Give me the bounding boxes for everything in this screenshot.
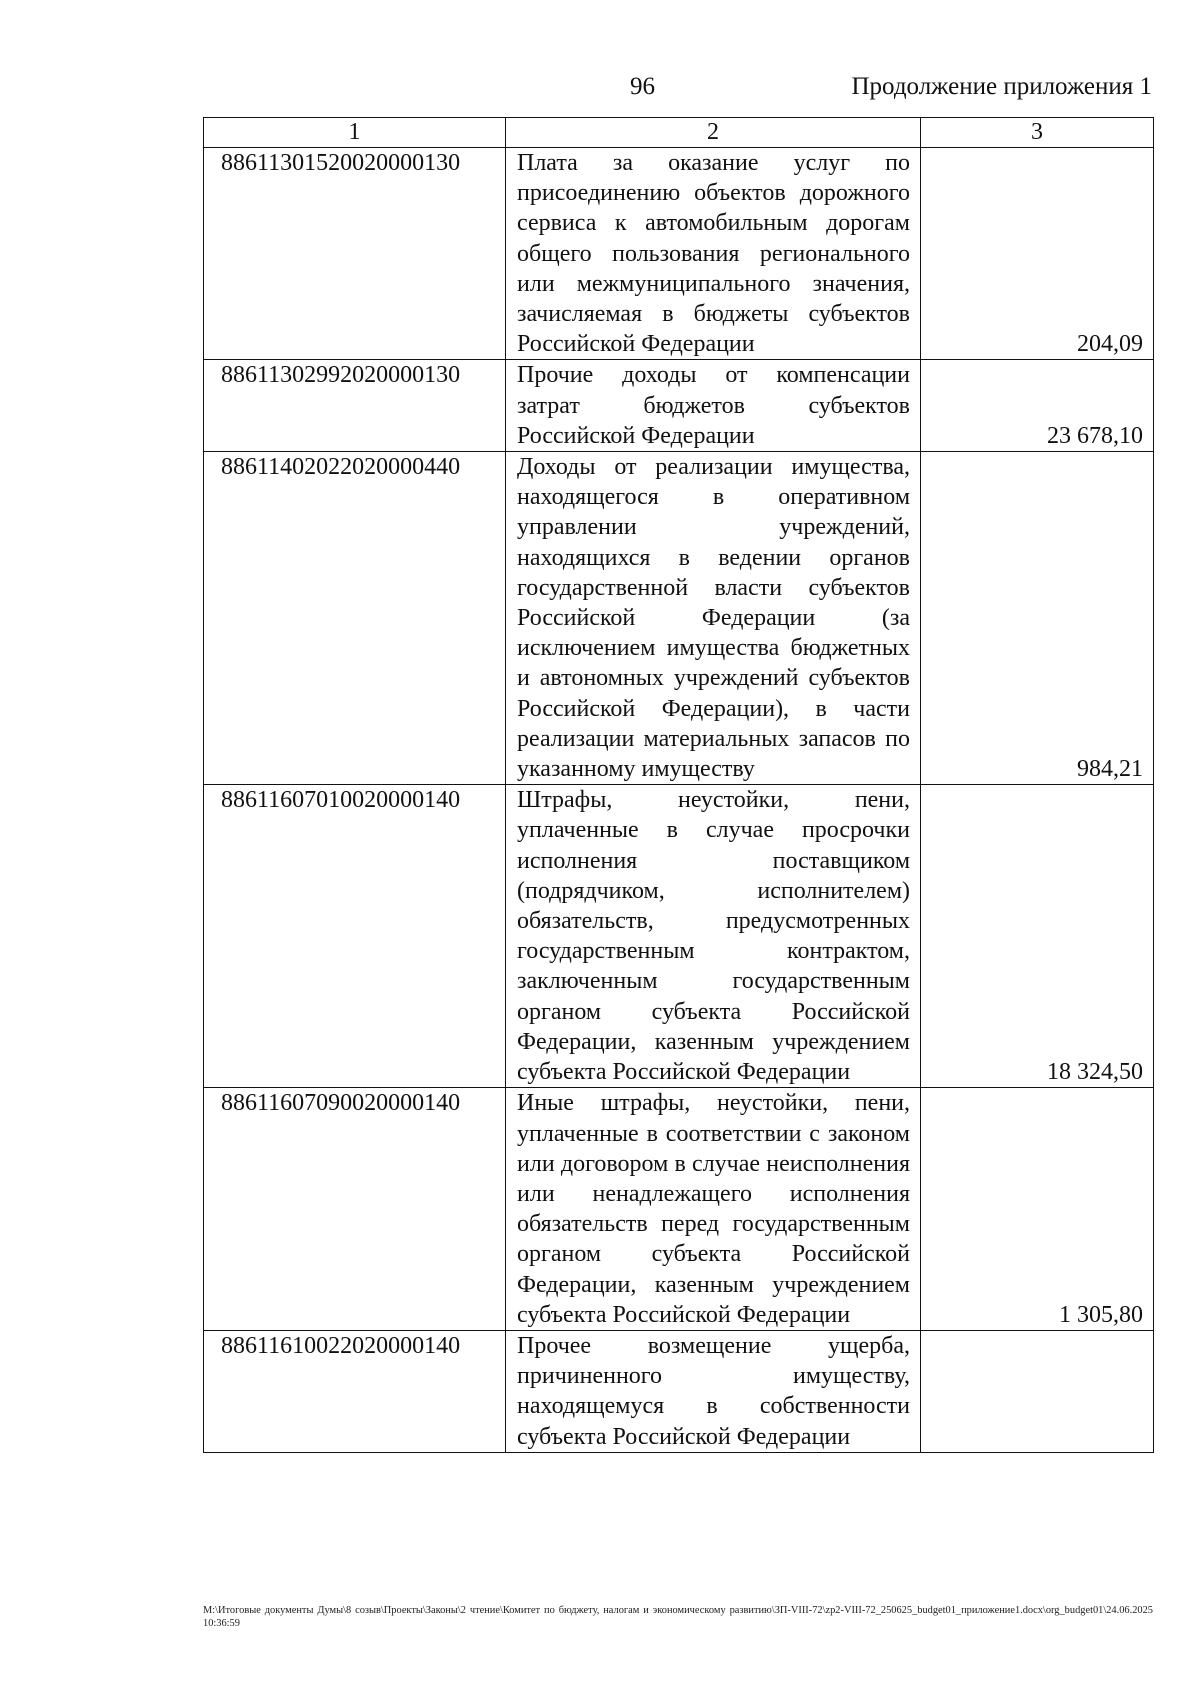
column-header-description: 2 <box>506 118 921 148</box>
row-description: Плата за оказание услуг по присоединению объектов дорожного сервиса к автомобильным дорогам общего пользования регионального или межмуниципального значения, зачисляемая в бюджеты субъектов Российской Федерации <box>506 148 921 360</box>
row-code: 88611302992020000130 <box>204 360 506 452</box>
row-amount: 204,09 <box>921 148 1154 360</box>
table-row <box>204 1088 1154 1331</box>
row-description: Прочие доходы от компенсации затрат бюджетов субъектов Российской Федерации <box>506 360 921 452</box>
row-amount <box>921 1330 1154 1452</box>
table-row <box>204 148 1154 360</box>
row-code: 88611607090020000140 <box>204 1088 506 1331</box>
row-amount: 1 305,80 <box>921 1088 1154 1331</box>
table-header-row <box>204 118 1154 148</box>
row-amount: 984,21 <box>921 452 1154 785</box>
table-row <box>204 785 1154 1088</box>
row-description: Прочее возмещение ущерба, причиненного имуществу, находящемуся в собственности субъекта Российской Федерации <box>506 1330 921 1452</box>
document-path-footer: M:\Итоговые документы Думы\8 созыв\Проекты\Законы\2 чтение\Комитет по бюджету, налогам и экономическому развитию\ЗП-VIII-72\zp2-VIII-72_250625_budget01_приложение1.docx\org_budget01\24.06.2025 10:36:59 <box>203 1605 1153 1629</box>
row-amount: 23 678,10 <box>921 360 1154 452</box>
table-row <box>204 1330 1154 1452</box>
row-description: Доходы от реализации имущества, находящегося в оперативном управлении учреждений, находящихся в ведении органов государственной власти субъектов Российской Федерации (за исключением имущества бюджетных и автономных учреждений субъектов Российской Федерации), в части реализации материальных запасов по указанному имуществу <box>506 452 921 785</box>
row-description: Штрафы, неустойки, пени, уплаченные в случае просрочки исполнения поставщиком (подрядчиком, исполнителем) обязательств, предусмотренных государственным контрактом, заключенным государственным органом субъекта Российской Федерации, казенным учреждением субъекта Российской Федерации <box>506 785 921 1088</box>
column-header-amount: 3 <box>921 118 1154 148</box>
table-row <box>204 452 1154 785</box>
row-code: 88611301520020000130 <box>204 148 506 360</box>
table-row <box>204 360 1154 452</box>
row-amount: 18 324,50 <box>921 785 1154 1088</box>
budget-table <box>203 117 1154 1453</box>
row-code: 88611402022020000440 <box>204 452 506 785</box>
column-header-code: 1 <box>204 118 506 148</box>
row-code: 88611610022020000140 <box>204 1330 506 1452</box>
continuation-label: Продолжение приложения 1 <box>851 73 1152 100</box>
page-number: 96 <box>630 73 655 100</box>
row-code: 88611607010020000140 <box>204 785 506 1088</box>
row-description: Иные штрафы, неустойки, пени, уплаченные в соответствии с законом или договором в случае неисполнения или ненадлежащего исполнения обязательств перед государственным органом субъекта Российской Федерации, казенным учреждением субъекта Российской Федерации <box>506 1088 921 1331</box>
